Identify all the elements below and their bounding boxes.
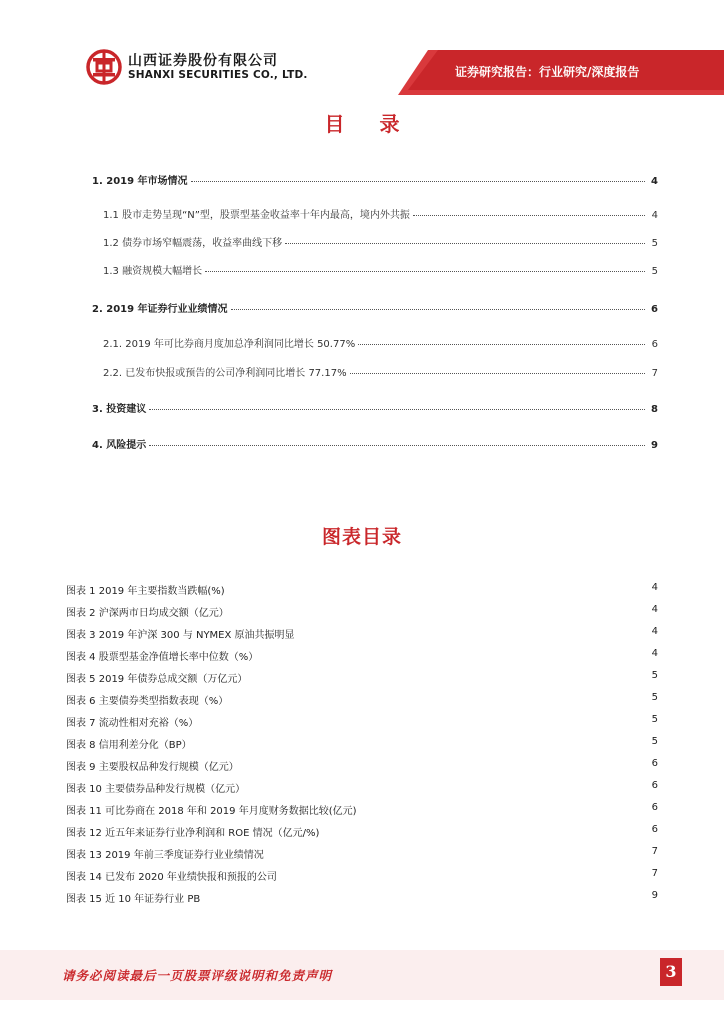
company-logo-icon — [86, 49, 122, 85]
toc-entry-page: 8 — [651, 404, 658, 415]
figure-entry-page: 4 — [651, 626, 658, 637]
figure-entry[interactable] — [66, 582, 658, 598]
toc-leader-dots — [205, 271, 645, 272]
figure-entry-text: 图表 4 股票型基金净值增长率中位数（%） — [66, 652, 259, 663]
figure-entry-text: 图表 9 主要股权品种发行规模（亿元） — [66, 762, 239, 773]
figure-entry[interactable] — [66, 714, 658, 730]
toc-entry-text: 4. 风险提示 — [92, 440, 147, 451]
figure-entry-page: 5 — [651, 692, 658, 703]
toc-leader-dots — [350, 373, 645, 374]
figure-entry-text: 图表 1 2019 年主要指数当跌幅(%) — [66, 586, 225, 597]
page-header — [0, 0, 724, 96]
figure-entry-text: 图表 15 近 10 年证券行业 PB — [66, 894, 201, 905]
toc-entry[interactable] — [92, 400, 658, 416]
figure-entry-text: 图表 11 可比券商在 2018 年和 2019 年月度财务数据比较(亿元) — [66, 806, 357, 817]
toc-entry[interactable] — [103, 262, 658, 278]
toc-leader-dots — [285, 243, 645, 244]
toc-entry[interactable] — [103, 206, 658, 222]
toc-entry[interactable] — [92, 436, 658, 452]
figure-entry-text: 图表 6 主要债券类型指数表现（%） — [66, 696, 229, 707]
figure-entry[interactable] — [66, 824, 658, 840]
figure-entry-page: 4 — [651, 582, 658, 593]
toc-entry-text: 3. 投资建议 — [92, 404, 147, 415]
figure-entry[interactable] — [66, 670, 658, 686]
toc-leader-dots — [413, 215, 645, 216]
toc-title: 目 录 — [324, 112, 414, 136]
toc-entry-page: 4 — [651, 176, 658, 187]
figure-entry-page: 6 — [651, 780, 658, 791]
toc-entry-page: 7 — [651, 368, 658, 379]
figure-entry-page: 9 — [651, 890, 658, 901]
figure-entry[interactable] — [66, 802, 658, 818]
toc-leader-dots — [358, 344, 645, 345]
figure-entry-page: 5 — [651, 670, 658, 681]
figure-entry[interactable] — [66, 780, 658, 796]
figure-entry-page: 6 — [651, 802, 658, 813]
toc-entry-page: 4 — [651, 210, 658, 221]
figure-entry-page: 7 — [651, 846, 658, 857]
figure-entry-text: 图表 12 近五年来证券行业净利润和 ROE 情况（亿元/%) — [66, 828, 320, 839]
figure-entry-text: 图表 3 2019 年沪深 300 与 NYMEX 原油共振明显 — [66, 630, 295, 641]
toc-entry-text: 2. 2019 年证券行业业绩情况 — [92, 304, 228, 315]
figure-entry[interactable] — [66, 626, 658, 642]
company-name-en: SHANXI SECURITIES CO., LTD. — [128, 69, 308, 81]
figure-entry[interactable] — [66, 692, 658, 708]
toc-entry[interactable] — [103, 335, 658, 351]
figure-entry-page: 4 — [651, 604, 658, 615]
toc-entry[interactable] — [103, 364, 658, 380]
toc-entry[interactable] — [92, 300, 658, 316]
figure-entry-page: 7 — [651, 868, 658, 879]
figure-entry[interactable] — [66, 604, 658, 620]
toc-entry[interactable] — [103, 234, 658, 250]
figure-entry[interactable] — [66, 868, 658, 884]
figure-entry-page: 5 — [651, 714, 658, 725]
toc-leader-dots — [149, 445, 645, 446]
figure-entry-page: 5 — [651, 736, 658, 747]
figure-entry-text: 图表 5 2019 年债券总成交额（万亿元） — [66, 674, 248, 685]
page-number: 3 — [660, 958, 682, 986]
toc-entry-text: 1. 2019 年市场情况 — [92, 176, 188, 187]
disclaimer-notice: 请务必阅读最后一页股票评级说明和免责声明 — [62, 968, 333, 983]
toc-entry-page: 9 — [651, 440, 658, 451]
toc-leader-dots — [231, 309, 645, 310]
figure-list-title: 图表目录 — [321, 526, 402, 548]
toc-entry[interactable] — [92, 172, 658, 188]
figure-entry[interactable] — [66, 648, 658, 664]
figure-entry-text: 图表 8 信用利差分化（BP） — [66, 740, 192, 751]
toc-entry-text: 1.3 融资规模大幅增长 — [103, 266, 203, 277]
report-type-label: 证券研究报告：行业研究/深度报告 — [455, 65, 640, 79]
figure-entry[interactable] — [66, 890, 658, 906]
toc-entry-text: 2.2. 已发布快报或预告的公司净利润同比增长 77.17% — [103, 368, 347, 379]
toc-entry-text: 1.1 股市走势呈现“N”型，股票型基金收益率十年内最高，境内外共振 — [103, 210, 410, 221]
toc-entry-page: 6 — [651, 304, 658, 315]
toc-leader-dots — [191, 181, 645, 182]
company-name-cn: 山西证券股份有限公司 — [128, 53, 278, 69]
figure-entry[interactable] — [66, 736, 658, 752]
figure-entry-text: 图表 7 流动性相对充裕（%） — [66, 718, 199, 729]
figure-entry[interactable] — [66, 846, 658, 862]
toc-entry-page: 5 — [651, 238, 658, 249]
toc-entry-text: 1.2 债券市场窄幅震荡，收益率曲线下移 — [103, 238, 283, 249]
figure-entry[interactable] — [66, 758, 658, 774]
figure-entry-text: 图表 2 沪深两市日均成交额（亿元） — [66, 608, 229, 619]
figure-entry-text: 图表 10 主要债券品种发行规模（亿元） — [66, 784, 246, 795]
figure-entry-page: 4 — [651, 648, 658, 659]
toc-entry-page: 6 — [651, 339, 658, 350]
toc-entry-text: 2.1. 2019 年可比券商月度加总净利润同比增长 50.77% — [103, 339, 356, 350]
figure-entry-text: 图表 13 2019 年前三季度证券行业业绩情况 — [66, 850, 264, 861]
figure-entry-page: 6 — [651, 824, 658, 835]
figure-entry-page: 6 — [651, 758, 658, 769]
figure-entry-text: 图表 14 已发布 2020 年业绩快报和预报的公司 — [66, 872, 277, 883]
toc-leader-dots — [149, 409, 645, 410]
toc-entry-page: 5 — [651, 266, 658, 277]
